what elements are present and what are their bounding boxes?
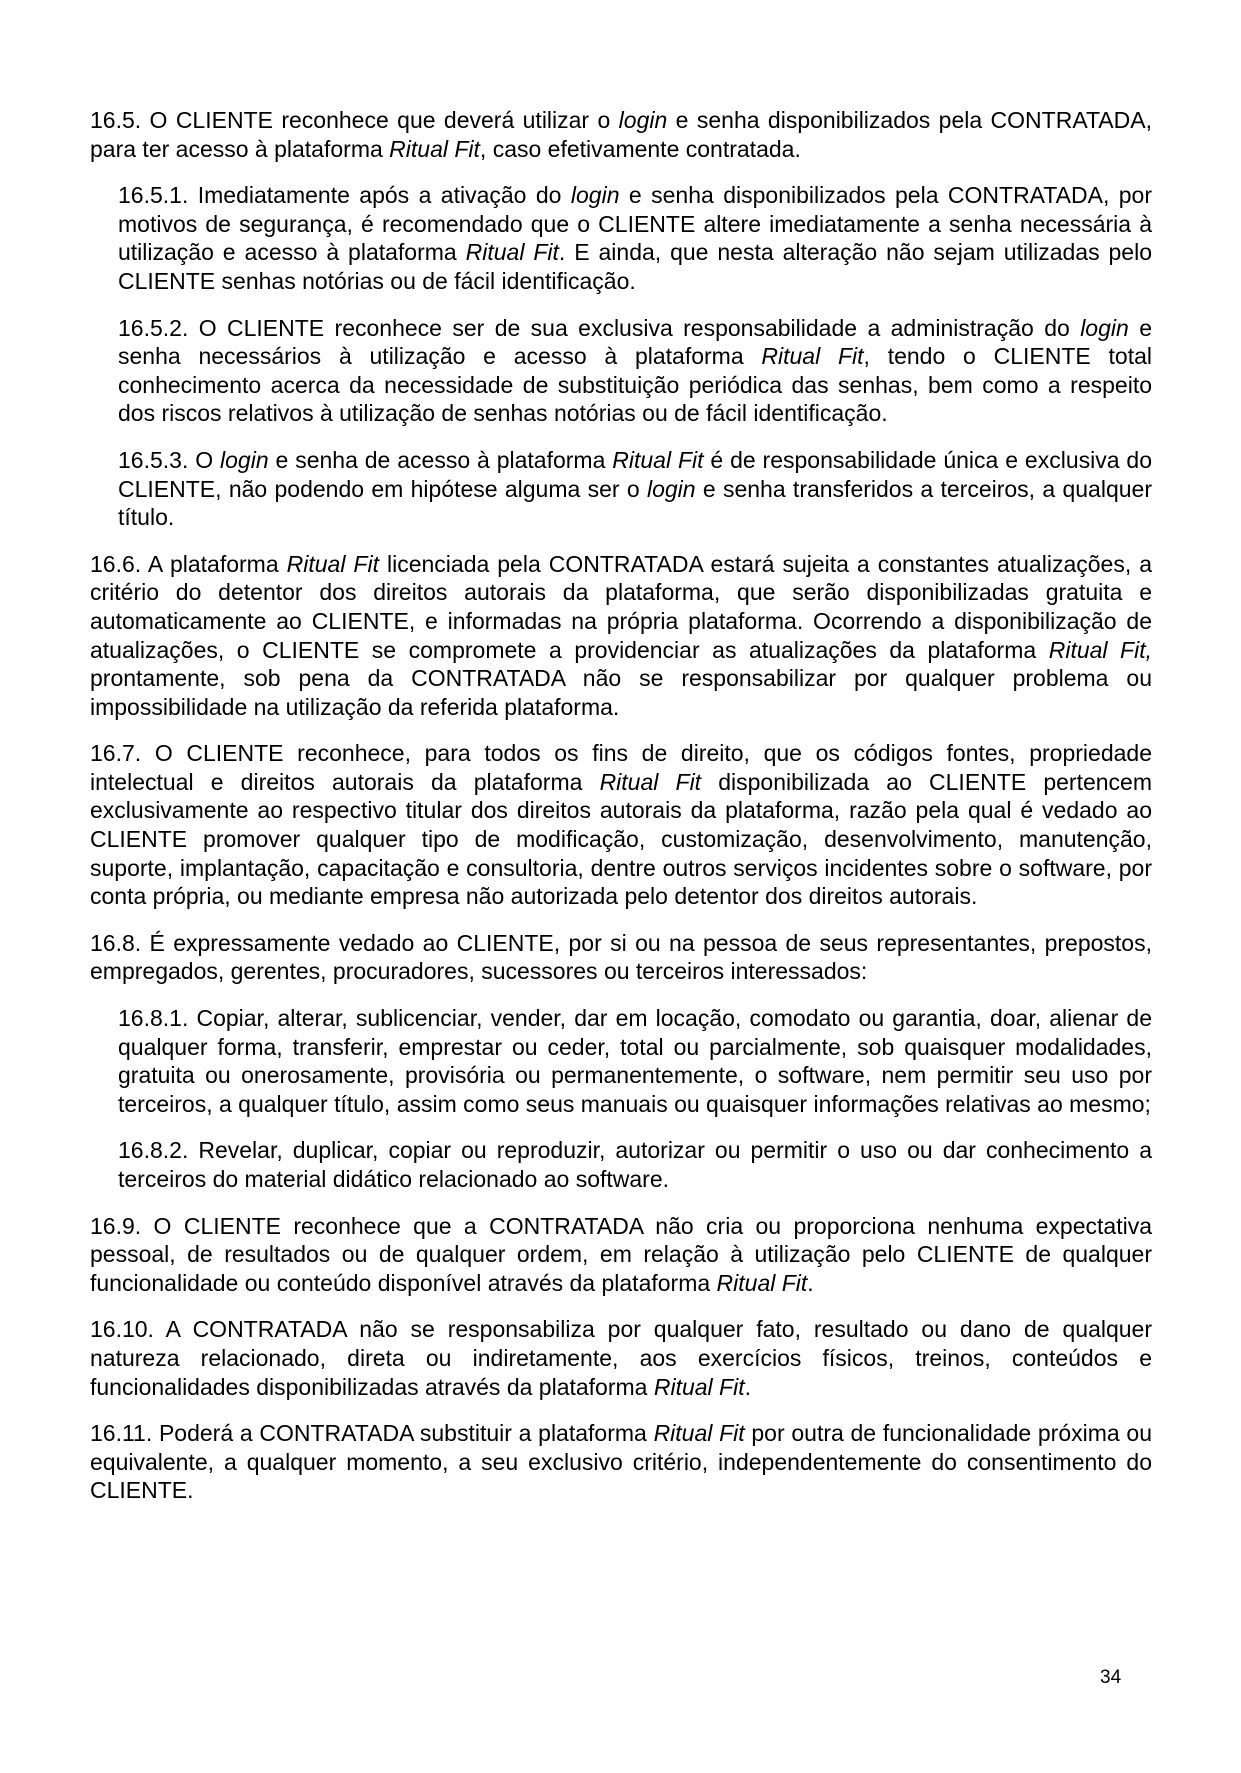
subclause-paragraph	[118, 181, 1152, 295]
text-segment: 16.9. O CLIENTE reconhece que a CONTRATADA não cria ou proporciona nenhuma expectativa pessoal, de resultados ou de qualquer ordem, em relação à utilização pelo CLIENTE de qualquer funcionalidade ou conteúdo disponível através da plataforma	[90, 1212, 1152, 1296]
text-segment: disponibilizada ao CLIENTE pertencem exclusivamente ao respectivo titular dos direitos autorais da plataforma, razão pela qual é vedado ao CLIENTE promover qualquer tipo de modificação, customização, desenvolvimento, manutenção, suporte, implantação, capacitação e consultoria, dentre outros serviços incidentes sobre o software, por conta própria, ou mediante empresa não autorizada pelo detentor dos direitos autorais.	[90, 768, 1152, 910]
subclause-paragraph	[118, 446, 1152, 532]
document-body	[90, 106, 1152, 1523]
text-segment: 16.5.3. O	[118, 446, 221, 473]
text-segment: 16.11. Poderá a CONTRATADA substituir a plataforma	[90, 1420, 654, 1447]
italic-term: Ritual Fit	[465, 239, 559, 266]
text-segment: e senha necessários à utilização e acesso à plataforma	[118, 314, 1152, 370]
clause-paragraph	[90, 739, 1152, 911]
text-segment: por outra de funcionalidade próxima ou equivalente, a qualquer momento, a seu exclusivo critério, independentemente do consentimento do CLIENTE.	[90, 1420, 1153, 1504]
italic-term: Ritual Fit	[599, 768, 702, 795]
italic-term: Ritual Fit	[716, 1269, 808, 1296]
text-segment: , caso efetivamente contratada.	[479, 135, 801, 162]
text-segment: .	[807, 1269, 814, 1296]
page-number: 34	[1100, 1667, 1122, 1688]
text-segment: . E ainda, que nesta alteração não sejam utilizadas pelo CLIENTE senhas notórias ou de fácil identificação.	[118, 239, 1152, 294]
clause-paragraph	[90, 1212, 1152, 1298]
italic-term: login	[220, 446, 269, 473]
text-segment: 16.5.2. O CLIENTE reconhece ser de sua exclusiva responsabilidade a administração do	[118, 314, 1081, 341]
text-segment: prontamente, sob pena da CONTRATADA não se responsabilizar por qualquer problema ou impossibilidade na utilização da referida plataforma.	[90, 665, 1152, 720]
subclause-paragraph	[118, 314, 1152, 428]
italic-term: Ritual Fit	[653, 1373, 745, 1400]
text-segment: 16.8. É expressamente vedado ao CLIENTE, por si ou na pessoa de seus representantes, prepostos, empregados, gerentes, procuradores, sucessores ou terceiros interessados:	[90, 929, 1152, 985]
italic-term: Ritual Fit	[761, 343, 864, 370]
italic-term: Ritual Fit,	[1048, 636, 1153, 663]
text-segment: e senha disponibilizados pela CONTRATADA, por motivos de segurança, é recomendado que o CLIENTE altere imediatamente a senha necessária à utilização e acesso à plataforma	[118, 182, 1152, 266]
clause-paragraph	[90, 106, 1152, 163]
clause-paragraph	[90, 1315, 1152, 1401]
text-segment: , tendo o CLIENTE total conhecimento acerca da necessidade de substituição periódica das senhas, bem como a respeito dos riscos relativos à utilização de senhas notórias ou de fácil identificação.	[118, 343, 1152, 427]
italic-term: Ritual Fit	[653, 1420, 745, 1447]
text-segment: e senha transferidos a terceiros, a qualquer título.	[118, 475, 1152, 531]
text-segment: e senha de acesso à plataforma	[268, 446, 613, 473]
text-segment: 16.8.1. Copiar, alterar, sublicenciar, vender, dar em locação, comodato ou garantia, doar, alienar de qualquer forma, transferir, emprestar ou ceder, total ou parcialmente, sob quaisquer modalidades, gratuita ou onerosamente, provisória ou permanentemente, o software, nem permitir seu uso por terceiros, a qualquer título, assim como seus manuais ou quaisquer informações relativas ao mesmo;	[118, 1005, 1152, 1117]
text-segment: licenciada pela CONTRATADA estará sujeita a constantes atualizações, a critério do detentor dos direitos autorais da plataforma, que serão disponibilizadas gratuita e automaticamente ao CLIENTE, e informadas na própria plataforma. Ocorrendo a disponibilização de atualizações, o CLIENTE se compromete a providenciar as atualizações da plataforma	[90, 550, 1152, 663]
text-segment: e senha disponibilizados pela CONTRATADA, para ter acesso à plataforma	[90, 107, 1152, 162]
italic-term: login	[570, 182, 620, 209]
text-segment: .	[744, 1373, 751, 1400]
clause-paragraph	[90, 1419, 1152, 1505]
italic-term: Ritual Fit	[612, 446, 704, 473]
subclause-paragraph	[118, 1004, 1152, 1118]
italic-term: Ritual Fit	[389, 135, 480, 162]
text-segment: 16.5.1. Imediatamente após a ativação do	[118, 182, 571, 209]
italic-term: login	[618, 107, 668, 133]
text-segment: é de responsabilidade única e exclusiva do CLIENTE, não podendo em hipótese alguma ser o	[118, 446, 1152, 502]
italic-term: login	[1080, 314, 1129, 341]
italic-term: login	[646, 475, 696, 502]
text-segment: 16.6. A plataforma	[90, 550, 287, 577]
text-segment: 16.7. O CLIENTE reconhece, para todos os fins de direito, que os códigos fontes, propriedade intelectual e direitos autorais da plataforma	[90, 740, 1152, 795]
italic-term: Ritual Fit	[286, 550, 379, 577]
subclause-paragraph	[118, 1136, 1152, 1193]
text-segment: 16.5. O CLIENTE reconhece que deverá utilizar o	[90, 107, 619, 133]
text-segment: 16.8.2. Revelar, duplicar, copiar ou reproduzir, autorizar ou permitir o uso ou dar conhecimento a terceiros do material didático relacionado ao software.	[118, 1137, 1152, 1192]
text-segment: 16.10. A CONTRATADA não se responsabiliza por qualquer fato, resultado ou dano de qualquer natureza relacionado, direta ou indiretamente, aos exercícios físicos, treinos, conteúdos e funcionalidades disponibilizadas através da plataforma	[90, 1316, 1152, 1400]
clause-paragraph	[90, 929, 1152, 986]
clause-paragraph	[90, 550, 1152, 722]
